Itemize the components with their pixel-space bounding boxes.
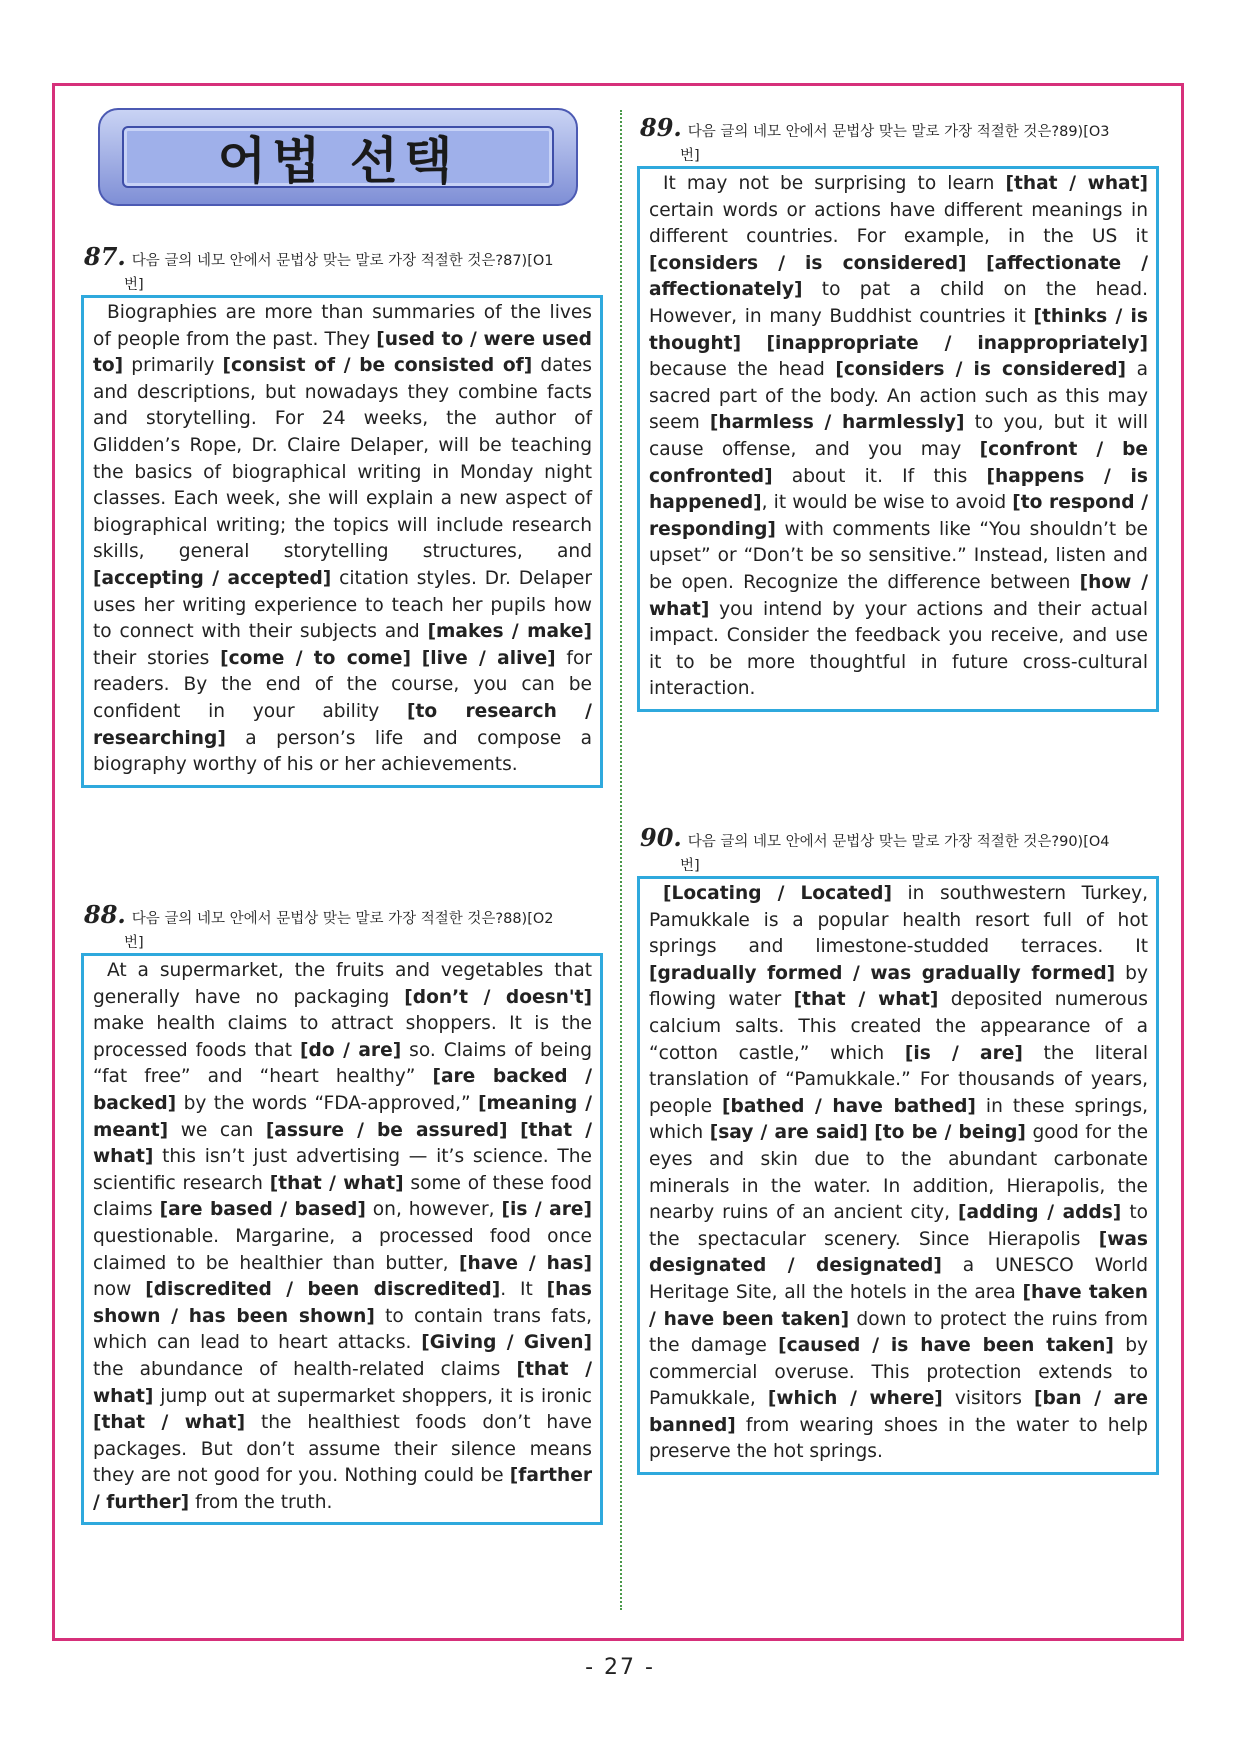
question-number: 89. xyxy=(640,113,682,142)
answer-choice: [happens / is happened] xyxy=(649,465,1148,514)
answer-choice: [was designated / designated] xyxy=(649,1228,1148,1277)
question-box-89 xyxy=(637,166,1159,712)
answer-choice: [accepting / accepted] xyxy=(93,567,332,589)
answer-choice: [thinks / is thought] xyxy=(649,305,1148,354)
passage-text: [Locating / Located] in southwestern Turkey, Pamukkale is a popular health resort full of hot springs and limestone-studded terraces. It [gradually formed / was gradually formed] by flowing water [that / what] deposited numerous calcium salts. This created the appearance of a “cotton castle,” which [is / are] the literal translation of “Pamukkale.” For thousands of years, people [bathed / have bathed] in these springs, which [say / are said] [to be / being] good for the eyes and skin due to the abundant carbonate minerals in the water. In addition, Hierapolis, the nearby ruins of an ancient city, [adding / adds] to the spectacular scenery. Since Hierapolis [was designated / designated] a UNESCO World Heritage Site, all the hotels in the area [have taken / have been taken] down to protect the ruins from the damage [caused / is have been taken] by commercial overuse. This protection extends to Pamukkale, [which / where] visitors [ban / are banned] from wearing shoes in the water to help preserve the hot springs. xyxy=(649,883,1149,1463)
question-prompt: 다음 글의 네모 안에서 문법상 맞는 말로 가장 적절한 것은? xyxy=(131,253,504,269)
question-number: 87. xyxy=(84,242,126,271)
answer-choice: [considers / is considered] xyxy=(649,252,967,274)
question-ref-end: 번] xyxy=(124,935,144,951)
answer-choice: [do / are] xyxy=(300,1039,402,1061)
question-header-89 xyxy=(640,113,1150,168)
answer-choice: [is / are] xyxy=(501,1199,592,1221)
question-number: 88. xyxy=(84,900,126,929)
question-ref-end: 번] xyxy=(680,148,700,164)
question-ref: 90)[O4 xyxy=(1059,834,1110,850)
answer-choice: [are backed / backed] xyxy=(93,1066,592,1114)
question-ref: 87)[O1 xyxy=(503,253,554,269)
answer-choice: [discredited / been discredited] xyxy=(145,1279,501,1301)
question-header-88 xyxy=(84,900,594,955)
answer-choice: [considers / is considered] xyxy=(835,359,1127,381)
answer-choice: [consist of / be consisted of] xyxy=(222,355,533,377)
answer-choice: [say / are said] xyxy=(709,1122,868,1144)
question-box-88 xyxy=(81,953,603,1525)
answer-choice: [used to / were used to] xyxy=(93,328,592,377)
answer-choice: [that / what] xyxy=(793,989,939,1011)
answer-choice: [that / what] xyxy=(93,1412,246,1434)
answer-choice: [adding / adds] xyxy=(958,1202,1122,1224)
title-inner xyxy=(122,126,554,188)
answer-choice: [affectionate / affectionately] xyxy=(649,252,1148,301)
answer-choice: [inappropriate / inappropriately] xyxy=(766,332,1148,354)
question-header-90 xyxy=(640,823,1150,878)
answer-choice: [have / has] xyxy=(458,1252,592,1274)
answer-choice: [to be / being] xyxy=(874,1122,1026,1144)
question-ref-end: 번] xyxy=(124,277,144,293)
answer-choice: [which / where] xyxy=(767,1388,943,1410)
question-prompt: 다음 글의 네모 안에서 문법상 맞는 말로 가장 적절한 것은? xyxy=(131,911,504,927)
answer-choice: [Locating / Located] xyxy=(663,883,892,904)
answer-choice: [gradually formed / was gradually formed] xyxy=(649,962,1116,984)
passage-text: It may not be surprising to learn [that / what] certain words or actions have different meanings in different countries. For example, in the US it [considers / is considered] [affectionate / affectionately] to pat a child on the head. However, in many Buddhist countries it [thinks / is thought] [inappropriate / inappropriately] because the head [considers / is considered] a sacred part of the body. An action such as this may seem [harmless / harmlessly] to you, but it will cause offense, and you may [confront / be confronted] about it. If this [happens / is happened], it would be wise to avoid [to respond / responding] with comments like “You shouldn’t be upset” or “Don’t be so sensitive.” Instead, listen and be open. Recognize the difference between [how / what] you intend by your actions and their actual impact. Consider the feedback you receive, and use it to be more thoughtful in future cross-cultural interaction. xyxy=(649,173,1148,700)
answer-choice: [bathed / have bathed] xyxy=(722,1095,976,1117)
question-box-90 xyxy=(637,876,1159,1475)
column-divider xyxy=(620,110,622,1610)
answer-choice: [how / what] xyxy=(649,571,1148,620)
passage-text: Biographies are more than summaries of the lives of people from the past. They [used to / were used to] primarily [consist of / be consisted of] dates and descriptions, but nowadays they combine facts and storytelling. For 24 weeks, the author of Glidden’s Rope, Dr. Claire Delaper, will be teaching the basics of biographical writing in Monday night classes. Each week, she will explain a new aspect of biographical writing; the topics will include research skills, general storytelling structures, and [accepting / accepted] citation styles. Dr. Delaper uses her writing experience to teach her pupils how to connect with their subjects and [makes / make] their stories [come / to come] [live / alive] for readers. By the end of the course, you can be confident in your ability [to research / researching] a person’s life and compose a biography worthy of his or her achievements. xyxy=(93,302,593,776)
answer-choice: [to research / researching] xyxy=(93,700,592,749)
answer-choice: [don’t / doesn't] xyxy=(404,986,592,1008)
question-prompt: 다음 글의 네모 안에서 문법상 맞는 말로 가장 적절한 것은? xyxy=(687,834,1060,850)
answer-choice: [ban / are banned] xyxy=(649,1388,1148,1436)
answer-choice: [makes / make] xyxy=(427,621,592,643)
question-header-87 xyxy=(84,242,594,297)
answer-choice: [that / what] xyxy=(93,1119,593,1168)
answer-choice: [meaning / meant] xyxy=(93,1092,593,1141)
answer-choice: [that / what] xyxy=(93,1358,593,1407)
question-ref-end: 번] xyxy=(680,858,700,874)
answer-choice: [caused / is have been taken] xyxy=(778,1335,1114,1357)
question-box-87 xyxy=(81,295,603,788)
question-prompt: 다음 글의 네모 안에서 문법상 맞는 말로 가장 적절한 것은? xyxy=(687,124,1060,140)
question-number: 90. xyxy=(640,823,682,852)
answer-choice: [live / alive] xyxy=(421,647,556,669)
answer-choice: [come / to come] xyxy=(220,647,412,669)
answer-choice: [are based / based] xyxy=(159,1199,366,1221)
answer-choice: [that / what] xyxy=(269,1172,404,1194)
answer-choice: [has shown / has been shown] xyxy=(93,1279,592,1327)
page-title: 어법 선택 xyxy=(217,132,459,190)
question-ref: 88)[O2 xyxy=(503,911,554,927)
answer-choice: [farther / further] xyxy=(93,1465,592,1513)
answer-choice: [have taken / have been taken] xyxy=(649,1281,1149,1330)
question-ref: 89)[O3 xyxy=(1059,124,1110,140)
answer-choice: [is / are] xyxy=(904,1042,1023,1064)
answer-choice: [that / what] xyxy=(1005,173,1148,194)
answer-choice: [Giving / Given] xyxy=(421,1332,593,1354)
page-number: - 27 - xyxy=(585,1655,655,1680)
title-banner xyxy=(98,108,578,206)
answer-choice: [harmless / harmlessly] xyxy=(709,412,965,434)
answer-choice: [assure / be assured] xyxy=(265,1119,508,1141)
answer-choice: [confront / be confronted] xyxy=(649,438,1148,487)
answer-choice: [to respond / responding] xyxy=(649,492,1148,540)
passage-text: At a supermarket, the fruits and vegetables that generally have no packaging [don’t / doesn't] make health claims to attract shoppers. It is the processed foods that [do / are] so. Claims of being “fat free” and “heart healthy” [are backed / backed] by the words “FDA-approved,” [meaning / meant] we can [assure / be assured] [that / what] this isn’t just advertising — it’s science. The scientific research [that / what] some of these food claims [are based / based] on, however, [is / are] questionable. Margarine, a processed food once claimed to be healthier than butter, [have / has] now [discredited / been discredited]. It [has shown / has been shown] to contain trans fats, which can lead to heart attacks. [Giving / Given] the abundance of health-related claims [that / what] jump out at supermarket shoppers, it is ironic [that / what] the healthiest foods don’t have packages. But don’t assume their silence means they are not good for you. Nothing could be [farther / further] from the truth. xyxy=(93,960,593,1513)
